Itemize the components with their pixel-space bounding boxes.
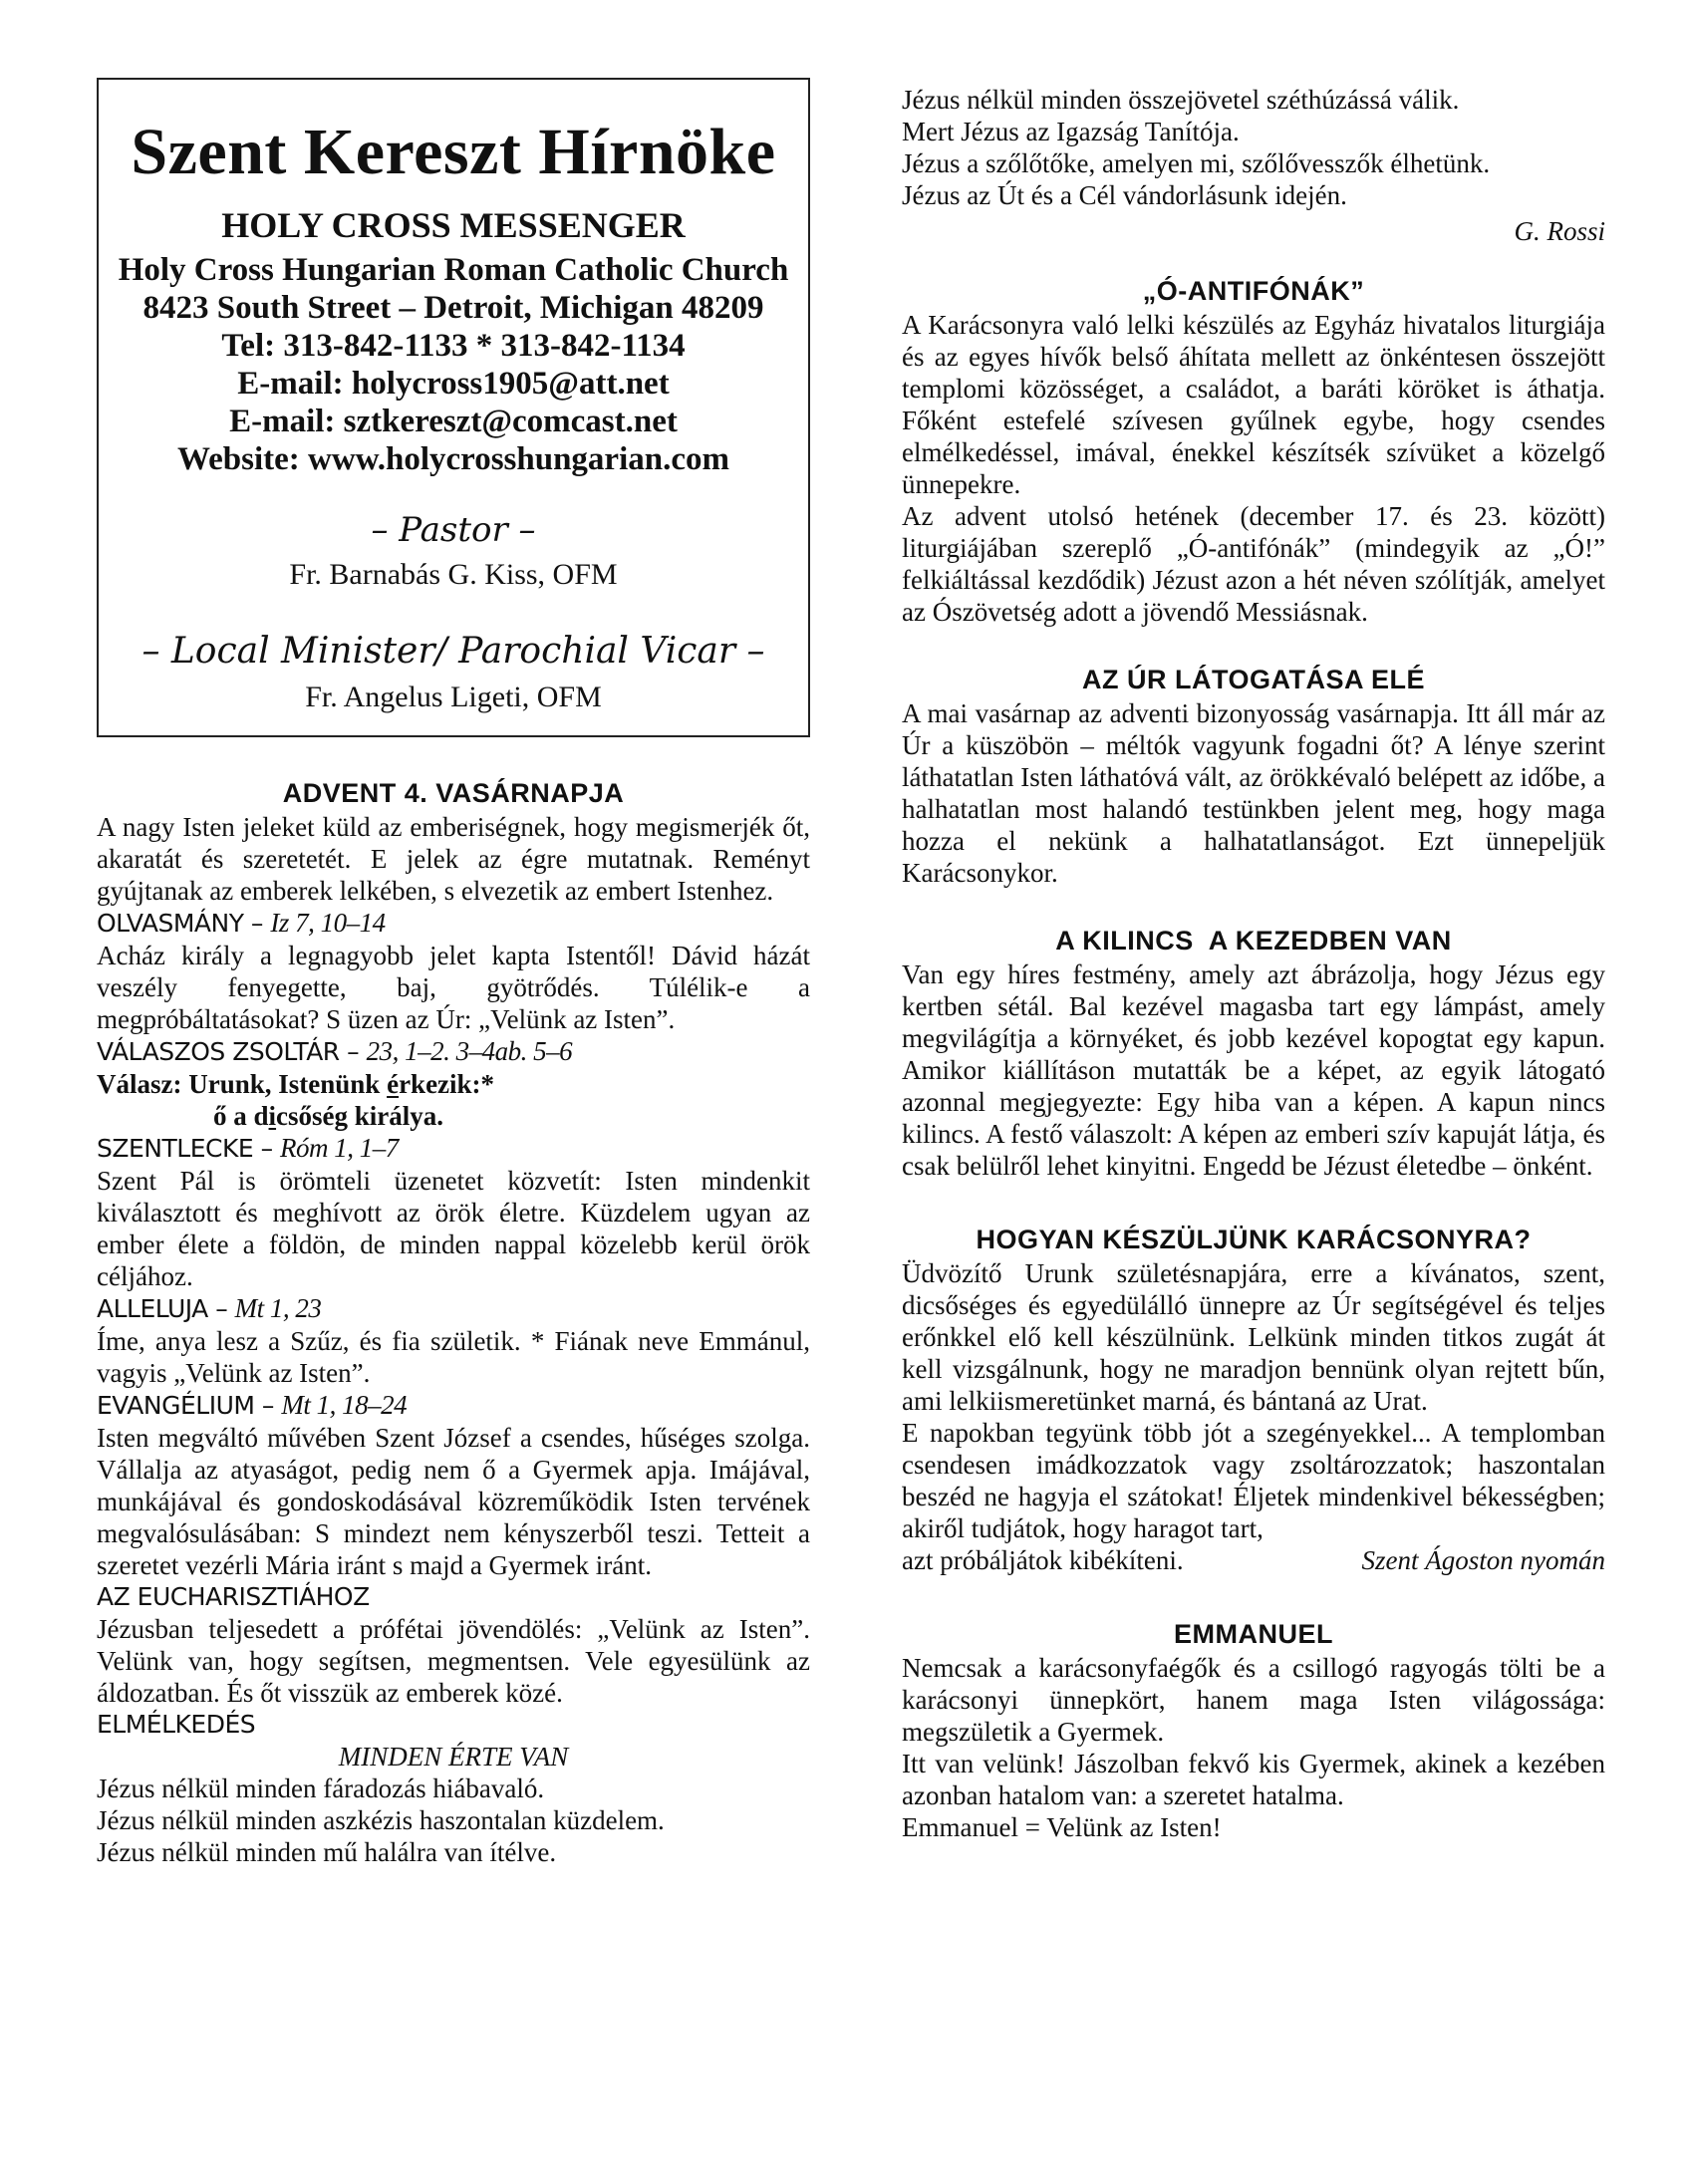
prepare-last-line: azt próbáljátok kibékíteni. [902, 1545, 1184, 1575]
poem-line: Jézus nélkül minden összejövetel széthúzássá válik. [902, 85, 1460, 115]
church-website: Website: www.holycrosshungarian.com [176, 441, 729, 477]
eucharist-text: Jézusban teljesedett a prófétai jövendölés: „Velünk az Isten”. Velünk van, hogy segítsen, megmentsen. Vele egyesülünk az áldozatban. És őt visszük az emberek közé. [97, 1614, 810, 1708]
visit-text: A mai vasárnap az adventi bizonyosság vasárnapja. Itt áll már az Úr a küszöbön – méltók vagyunk fogadni őt? A lénye szerint láthatatlan Isten láthatóvá vált, az örökkévaló belépett az időbe, a halhatatlan most halandó testünkben jelent meg, hogy maga hozza el nekünk a halhatatlanságot. Ezt ünnepeljük Karácsonykor. [902, 698, 1605, 888]
gospel-text: Isten megváltó művében Szent József a csendes, hűséges szolga. Vállalja az atyaságot, pedig nem ő a Gyermek apja. Imájával, munkájával és gondoskodásával közreműködik Isten tervének megvalósulásában: S mindezt nem kényszerből teszi. Tetteit a szeretet vezérli Mária iránt s majd a Gyermek iránt. [97, 1423, 810, 1580]
eucharist-label: AZ EUCHARISZTIÁHOZ [97, 1582, 370, 1611]
reading2-ref: Róm 1, 1–7 [280, 1133, 399, 1163]
poem-line: Jézus nélkül minden fáradozás hiábavaló. [97, 1774, 545, 1803]
prepare-closing-row [902, 1544, 1605, 1576]
poem-line: Jézus az Út és a Cél vándorlásunk idején. [902, 180, 1347, 210]
emmanuel-paragraph-1: Nemcsak a karácsonyfaégők és a csillogó ragyogás tölti be a karácsonyi ünnepkört, hanem maga Isten világossága: megszületik a Gyermek. [902, 1653, 1605, 1747]
left-column [97, 775, 810, 1868]
section-title-prepare: HOGYAN KÉSZÜLJÜNK KARÁCSONYRA? [976, 1225, 1532, 1254]
church-email-1: E-mail: holycross1905@att.net [237, 366, 670, 402]
response-a-accent: é [387, 1069, 400, 1099]
prepare-paragraph-1: Üdvözítő Urunk születésnapjára, erre a kívánatos, szent, dicsőséges és egyedülálló ünnepre az Úr segítségével és teljes erőnkkel elő kell készülnünk. Lelkünk minden titkos zugát át kell vizsgálnunk, hogy ne maradjon bennünk olyan rejtett bűn, ami lelkiismeretünket marná, és bántaná az Urat. [902, 1258, 1605, 1416]
reading2-text: Szent Pál is örömteli üzenetet közvetít: Isten mindenkit kiválasztott és meghívott az örök életre. Küzdelem ugyan az ember élete a földön, de minden nappal közelebb kerül örök céljához. [97, 1166, 810, 1291]
emmanuel-paragraph-3: Emmanuel = Velünk az Isten! [902, 1812, 1222, 1842]
vicar-name: Fr. Angelus Ligeti, OFM [305, 680, 602, 713]
response-b-part1: ő a d [213, 1101, 269, 1131]
handle-text: Van egy híres festmény, amely azt ábrázolja, hogy Jézus egy kertben sétál. Bal kezével magasba tart egy lámpást, amely megvilágítja a környéket, és jobb kezével kopogtat egy kapun. Amikor kiállításon mutatták be a képet, az egyik látogató azonnal megjegyezte: Egy hiba van a képen. A kapun nincs kilincs. A festő válaszolt: A képen az emberi szív kapuját látja, és csak belülről lehet kinyitni. Engedd be Jézust életedbe – önként. [902, 959, 1605, 1181]
pastor-role: – Pastor – [371, 510, 536, 550]
church-phone: Tel: 313-842-1133 * 313-842-1134 [221, 328, 686, 364]
gospel-label: EVANGÉLIUM – [97, 1391, 274, 1420]
poem-author: G. Rossi [1514, 216, 1605, 246]
antiphons-paragraph-2: Az advent utolsó hetének (december 17. és 23. között) liturgiájában szereplő „Ó-antifónák” (mindegyik az „Ó!” felkiáltással kezdődik) Jézust azon a hét néven szólítják, amelyet az Ószövetség adott a jövendő Messiásnak. [902, 501, 1605, 627]
reading1-heading [97, 907, 810, 940]
gospel-ref: Mt 1, 18–24 [281, 1390, 408, 1420]
newsletter-subtitle: HOLY CROSS MESSENGER [221, 205, 686, 245]
poem-line: Jézus a szőlőtőke, amelyen mi, szőlővesszők élhetünk. [902, 148, 1491, 178]
reading2-heading [97, 1132, 810, 1165]
masthead-box [97, 78, 810, 737]
response-a-part2: rkezik:* [399, 1069, 495, 1099]
prepare-credit: Szent Ágoston nyomán [1361, 1545, 1605, 1575]
reading1-ref: Iz 7, 10–14 [270, 908, 386, 938]
poem-line: Jézus nélkül minden aszkézis haszontalan küzdelem. [97, 1805, 665, 1835]
church-address: 8423 South Street – Detroit, Michigan 48209 [142, 290, 764, 326]
poem-title: MINDEN ÉRTE VAN [338, 1742, 569, 1772]
response-b-part2: csőség királya. [276, 1101, 444, 1131]
vicar-role: – Local Minister/ Parochial Vicar – [141, 631, 765, 673]
church-email-2: E-mail: sztkereszt@comcast.net [229, 404, 678, 439]
section-title-visit: AZ ÚR LÁTOGATÁSA ELÉ [1082, 665, 1425, 694]
pastor-name: Fr. Barnabás G. Kiss, OFM [289, 558, 618, 592]
advent-intro: A nagy Isten jeleket küld az emberiségnek, hogy megismerjék őt, akaratát és szeretetét. E jelek az égre mutatnak. Reményt gyújtanak az emberek lelkében, s elvezetik az embert Istenhez. [97, 812, 810, 906]
reading2-label: SZENTLECKE – [97, 1134, 273, 1163]
psalm-ref: 23, 1–2. 3–4ab. 5–6 [366, 1036, 573, 1066]
church-name: Holy Cross Hungarian Roman Catholic Church [118, 252, 789, 288]
psalm-heading [97, 1035, 810, 1068]
alleluia-label: ALLELUJA – [97, 1294, 228, 1323]
alleluia-ref: Mt 1, 23 [234, 1293, 322, 1323]
gospel-heading [97, 1389, 810, 1422]
section-title-antiphons: „Ó-ANTIFÓNÁK” [1142, 276, 1365, 306]
prepare-paragraph-2: E napokban tegyünk több jót a szegényekkel... A templomban csendesen imádkozzatok vagy zsoltározzatok; haszontalan beszéd ne hagyja el szátokat! Éljetek mindenkivel békességben; akiről tudjátok, hogy haragot tart, [902, 1418, 1605, 1543]
reading1-text: Acház király a legnagyobb jelet kapta Istentől! Dávid házát veszély fenyegette, baj, gyötrődés. Túlélik-e a megpróbáltatásokat? S üzen az Úr: „Velünk az Isten”. [97, 941, 810, 1034]
response-b-accent: i [268, 1101, 277, 1131]
antiphons-paragraph-1: A Karácsonyra való lelki készülés az Egyház hivatalos liturgiája és az egyes hívők belső áhítata mellett az önkéntesen összejött templomi közösséget, a családot, a baráti köröket is áthatja. Főként estefelé szívesen gyűlnek egybe, hogy csendes elmélkedéssel, imával, énekkel készítsék szívüket a közelgő ünnepekre. [902, 310, 1605, 499]
emmanuel-paragraph-2: Itt van velünk! Jászolban fekvő kis Gyermek, akinek a kezében azonban hatalom van: a szeretet hatalma. [902, 1749, 1605, 1810]
section-title-advent: ADVENT 4. VASÁRNAPJA [282, 778, 625, 808]
meditation-label: ELMÉLKEDÉS [97, 1710, 256, 1739]
response-a-part1: Válasz: Urunk, Istenünk [97, 1069, 388, 1099]
psalm-response-line-1 [97, 1068, 810, 1100]
psalm-label: VÁLASZOS ZSOLTÁR – [97, 1037, 360, 1066]
alleluia-heading [97, 1292, 810, 1325]
section-title-handle: A KILINCS A KEZEDBEN VAN [1055, 926, 1452, 956]
poem-line: Mert Jézus az Igazság Tanítója. [902, 117, 1240, 146]
alleluia-text: Íme, anya lesz a Szűz, és fia születik. * Fiának neve Emmánul, vagyis „Velünk az Isten”. [97, 1326, 810, 1388]
reading1-label: OLVASMÁNY – [97, 909, 263, 938]
psalm-response-line-2 [97, 1100, 810, 1132]
newsletter-title: Szent Kereszt Hírnöke [131, 116, 776, 188]
section-title-emmanuel: EMMANUEL [1174, 1619, 1333, 1649]
right-column [902, 84, 1605, 1843]
poem-line: Jézus nélkül minden mű halálra van ítélve. [97, 1837, 557, 1867]
